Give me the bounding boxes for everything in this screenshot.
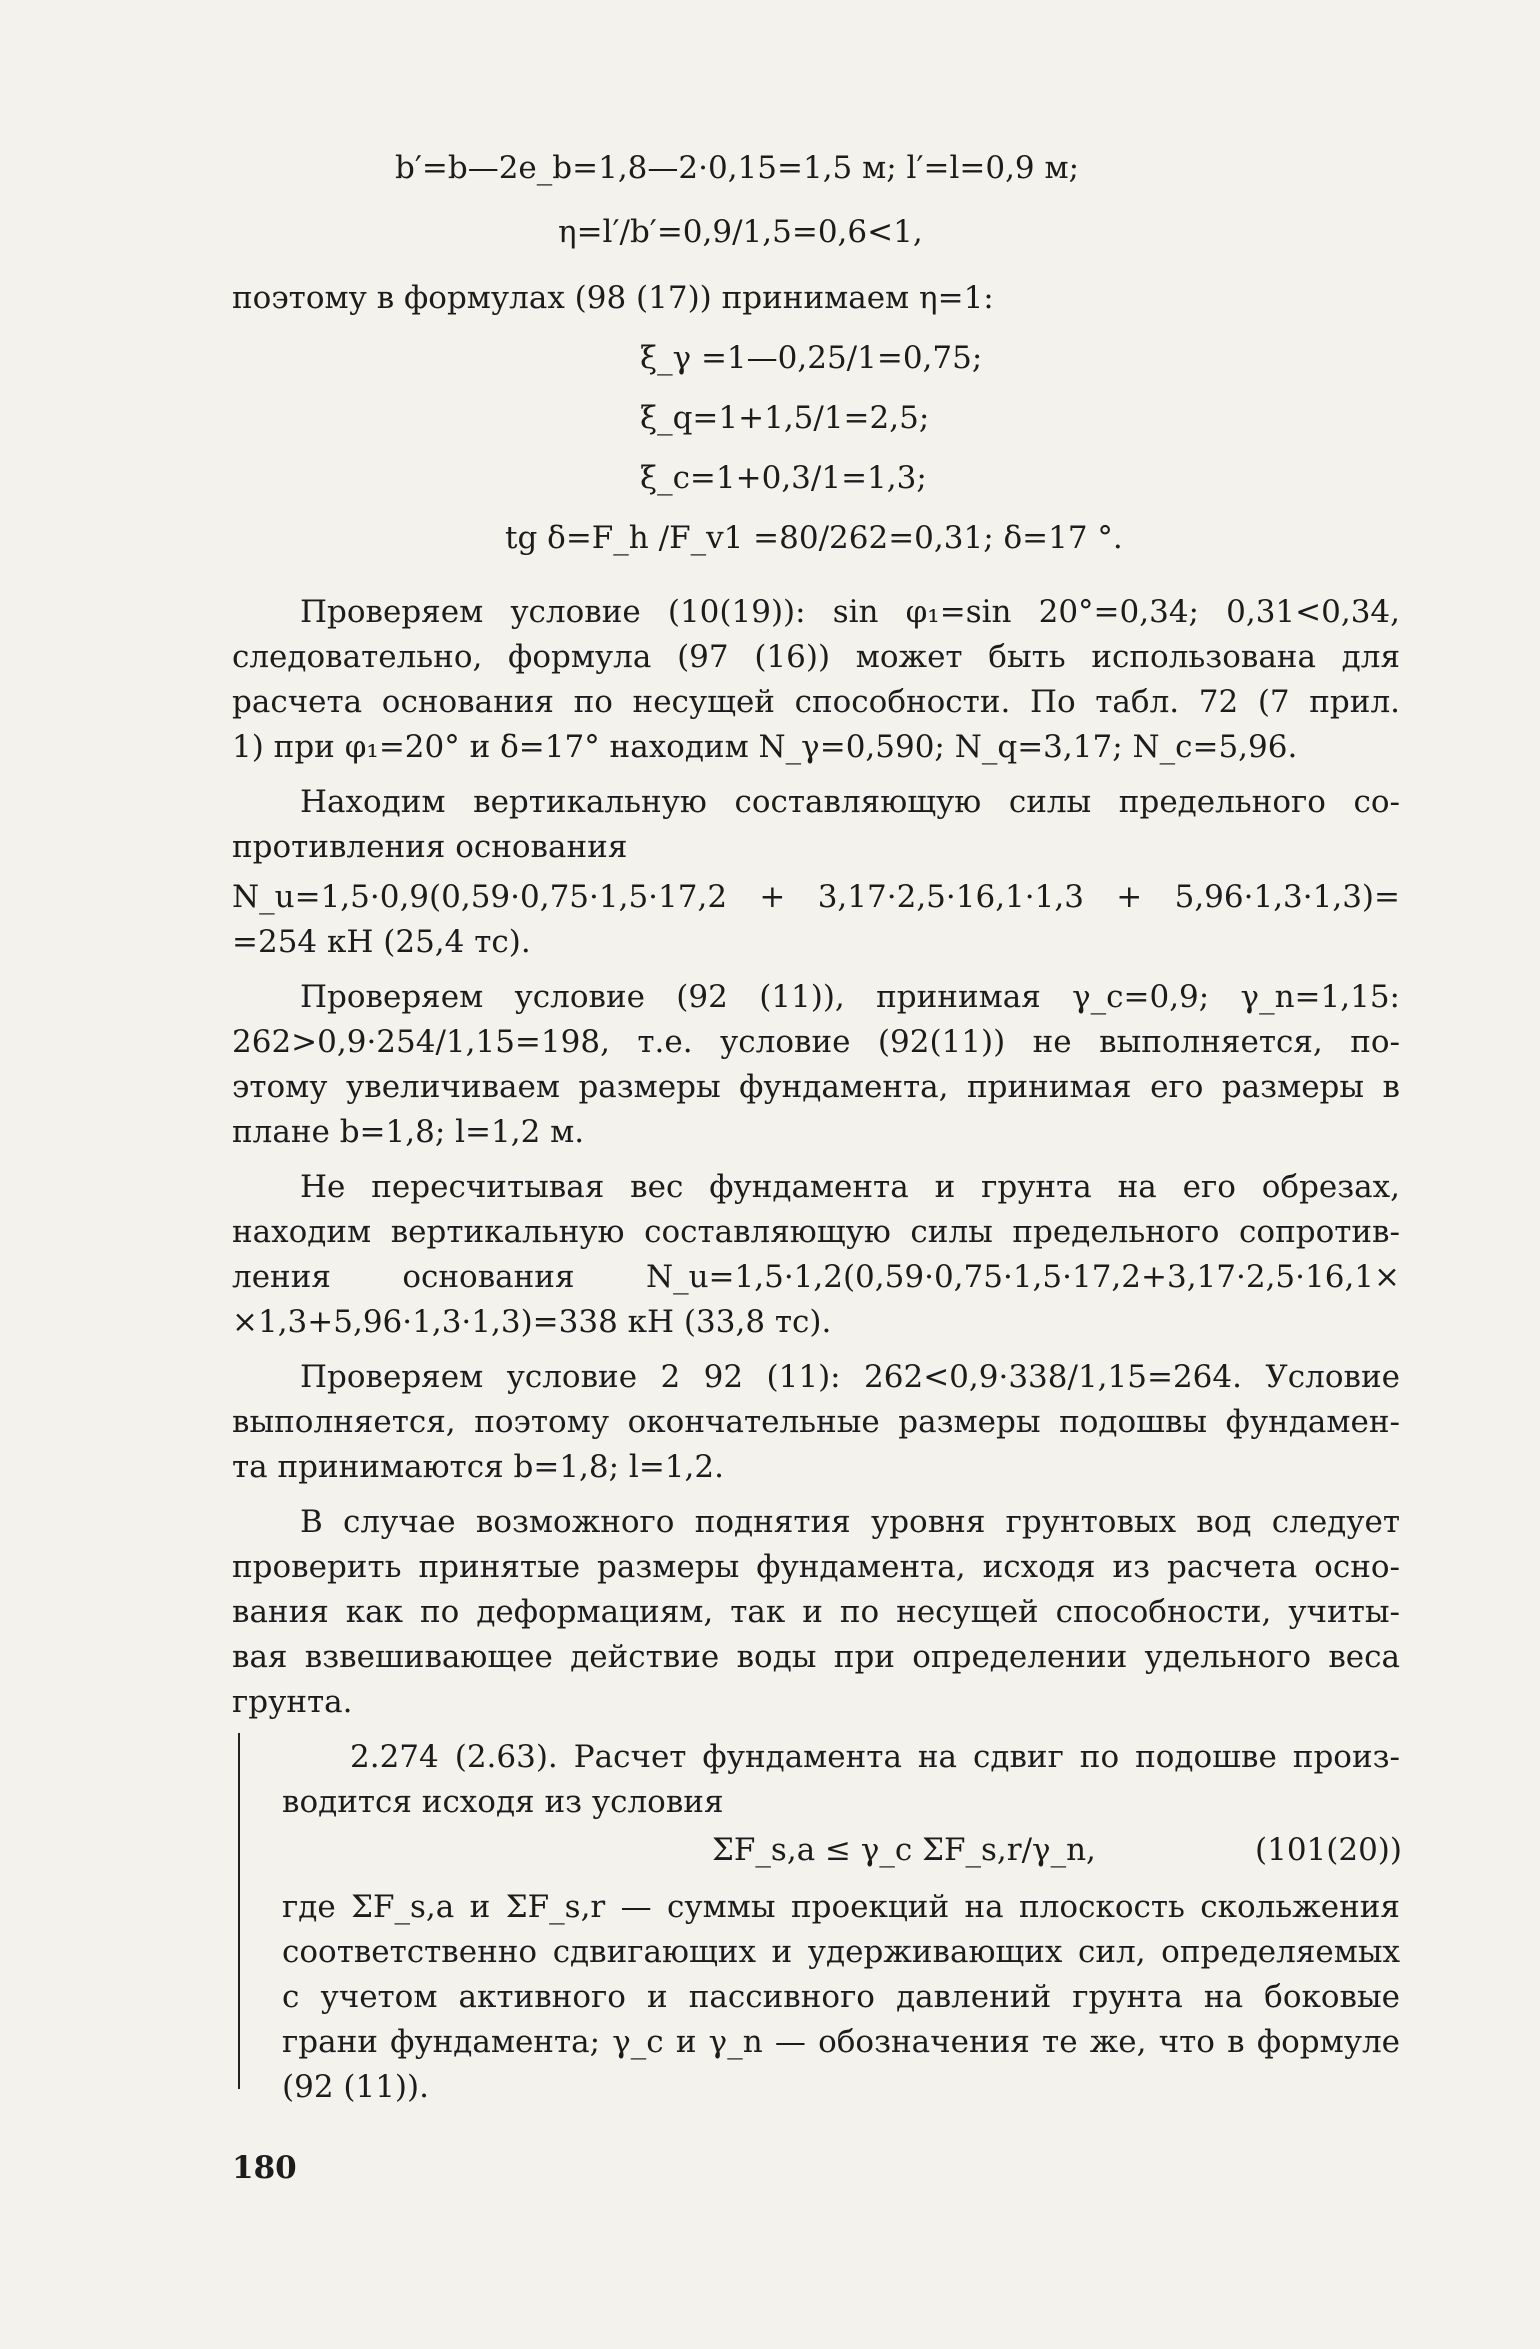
paragraph-line: Проверяем условие (10(19)): sin φ₁=sin 20°=0,34; 0,31<0,34, bbox=[300, 594, 1400, 630]
paragraph-line: этому увеличиваем размеры фундамента, принимая его размеры в bbox=[232, 1069, 1400, 1105]
formula-line-6: tg δ=F_h /F_v1 =80/262=0,31; δ=17 °. bbox=[505, 520, 1123, 556]
paragraph-line: водится исходя из условия bbox=[282, 1784, 724, 1820]
paragraph-line: соответственно сдвигающих и удерживающих сил, определяемых bbox=[282, 1934, 1400, 1970]
paragraph-line: грани фундамента; γ_c и γ_n — обозначения те же, что в формуле bbox=[282, 2024, 1400, 2060]
formula-nu-result: =254 кН (25,4 тс). bbox=[232, 924, 531, 960]
paragraph-line: Находим вертикальную составляющую силы предельного со- bbox=[300, 784, 1400, 820]
formula-nu-line: N_u=1,5·0,9(0,59·0,75·1,5·17,2 + 3,17·2,5·16,1·1,3 + 5,96·1,3·1,3)= bbox=[232, 879, 1400, 915]
paragraph-line: противления основания bbox=[232, 829, 628, 865]
paragraph-line: следовательно, формула (97 (16)) может быть использована для bbox=[232, 639, 1400, 675]
paragraph-line: плане b=1,8; l=1,2 м. bbox=[232, 1114, 585, 1150]
paragraph-line: ×1,3+5,96·1,3·1,3)=338 кН (33,8 тс). bbox=[232, 1304, 832, 1340]
paragraph-line: выполняется, поэтому окончательные размеры подошвы фундамен- bbox=[232, 1404, 1400, 1440]
formula-line-4: ξ_q=1+1,5/1=2,5; bbox=[640, 400, 930, 436]
paragraph-line: с учетом активного и пассивного давлений грунта на боковые bbox=[282, 1979, 1400, 2015]
paragraph-line: Не пересчитывая вес фундамента и грунта на его обрезах, bbox=[300, 1169, 1400, 1205]
paragraph-line: 262>0,9·254/1,15=198, т.е. условие (92(11)) не выполняется, по- bbox=[232, 1024, 1400, 1060]
formula-line-5: ξ_c=1+0,3/1=1,3; bbox=[640, 460, 927, 496]
page-number: 180 bbox=[232, 2150, 297, 2186]
paragraph-line: расчета основания по несущей способности. По табл. 72 (7 прил. bbox=[232, 684, 1400, 720]
formula-line-3: ξ_γ =1—0,25/1=0,75; bbox=[640, 340, 983, 376]
section-heading-line: 2.274 (2.63). Расчет фундамента на сдвиг по подошве произ- bbox=[350, 1739, 1400, 1775]
margin-change-bar bbox=[238, 1733, 240, 2089]
paragraph-line: грунта. bbox=[232, 1684, 353, 1720]
paragraph-line: (92 (11)). bbox=[282, 2069, 429, 2105]
paragraph-line: вания как по деформациям, так и по несущей способности, учиты- bbox=[232, 1594, 1400, 1630]
paragraph-line: вая взвешивающее действие воды при определении удельного веса bbox=[232, 1639, 1400, 1675]
formula-line-1: b′=b—2e_b=1,8—2·0,15=1,5 м; l′=l=0,9 м; bbox=[395, 150, 1080, 186]
paragraph-line: В случае возможного поднятия уровня грунтовых вод следует bbox=[300, 1504, 1400, 1540]
formula-intro: поэтому в формулах (98 (17)) принимаем η=1: bbox=[232, 280, 994, 316]
paragraph-line: Проверяем условие 2 92 (11): 262<0,9·338/1,15=264. Условие bbox=[300, 1359, 1400, 1395]
paragraph-line: 1) при φ₁=20° и δ=17° находим N_γ=0,590; N_q=3,17; N_c=5,96. bbox=[232, 729, 1298, 765]
paragraph-line: находим вертикальную составляющую силы предельного сопротив- bbox=[232, 1214, 1400, 1250]
paragraph-line: проверить принятые размеры фундамента, исходя из расчета осно- bbox=[232, 1549, 1400, 1585]
formula-line-2: η=l′/b′=0,9/1,5=0,6<1, bbox=[558, 214, 923, 250]
paragraph-line: та принимаются b=1,8; l=1,2. bbox=[232, 1449, 724, 1485]
paragraph-line: где ΣF_s,a и ΣF_s,r — суммы проекций на плоскость скольжения bbox=[282, 1889, 1400, 1925]
paragraph-line: ления основания N_u=1,5·1,2(0,59·0,75·1,5·17,2+3,17·2,5·16,1× bbox=[232, 1259, 1400, 1295]
paragraph-line: Проверяем условие (92 (11)), принимая γ_c=0,9; γ_n=1,15: bbox=[300, 979, 1400, 1015]
formula-number: (101(20)) bbox=[1255, 1832, 1402, 1868]
formula-101: ΣF_s,a ≤ γ_c ΣF_s,r/γ_n, bbox=[712, 1832, 1096, 1868]
